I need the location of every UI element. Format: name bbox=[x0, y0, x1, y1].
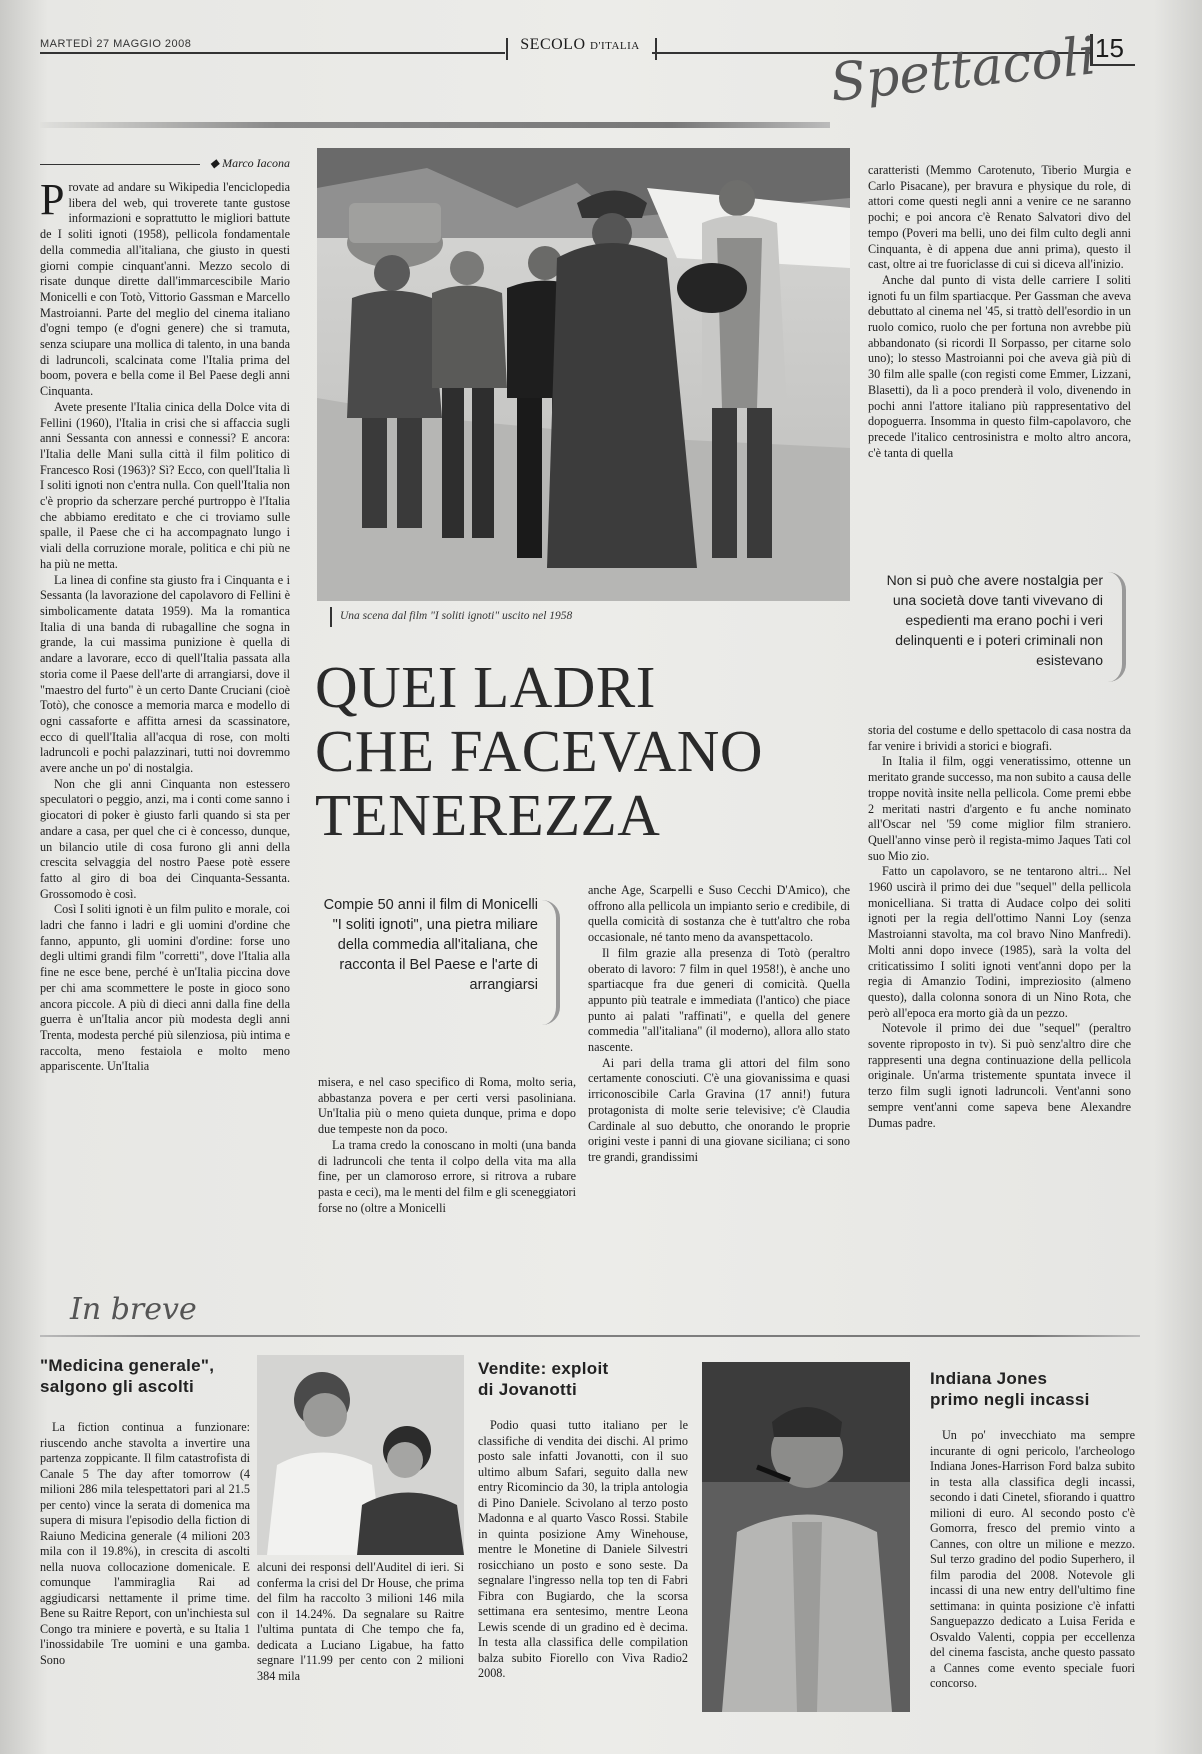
article-paragraph: La linea di confine sta giusto fra i Cinquanta e i Sessanta (la lavorazione del capolavoro di Fellini è simbolicamente datata 1959). Ma la romantica Italia di una banda di rubagalline che sogna in grande, la cui massima punizione è quella di andare a lavorare, ecco di quell'Italia passata alla storia come il Paese dell'arte di arrangiarsi, dove il "maestro del furto" è un certo Dante Cruciani (cioè Totò), che conosce a memoria marca e modello di ogni cassaforte e affitta arnesi da scassinatore, ecco di quell'Italia all'acqua di rose, con molti ladruncoli e pochi palazzinari, tutti noi dovremmo avere anche un po' di nostalgia. bbox=[40, 572, 290, 776]
article-paragraph: caratteristi (Memmo Carotenuto, Tiberio Murgia e Carlo Pisacane), per bravura e physique du role, di attori come questi negli anni a venire ce ne saranno pochi; e poi ancora c'è Renato Salvatori divo del tempo (Poveri ma belli, uno dei film culto degli anni Cinquanta, è di appena due anni prima), questo il cast, oltre ai tre fuoriclasse di cui si diceva all'inizio. bbox=[868, 163, 1131, 272]
brief-1-text-a bbox=[40, 1420, 250, 1720]
section-title: Spettacoli bbox=[827, 26, 1099, 114]
page-number: 15 bbox=[1095, 33, 1124, 63]
article-paragraph-text: rovate ad andare su Wikipedia l'enciclopedia libera del web, qui troverete tante gustose informazioni e soprattutto le migliori battute de I soliti ignoti (1958), pellicola fondamentale della commedia all'italiana, che giusto in questi giorni compie cinquant'anni. Mezzo secolo di risate dunque dirette dall'immarcescibile Mario Monicelli e con Totò, Vittorio Gassman e Marcello Mastroianni. Parte del meglio del cinema italiano d'ogni tempo (e d'ogni genere) che si tramuta, senza sciupare una mollica di talento, in una banda di ladruncoli, scalcinata come l'Italia prima del boom, povera e bella come il Bel Paese degli anni Cinquanta. bbox=[40, 180, 290, 399]
header-divider-right bbox=[655, 38, 657, 60]
briefs-rule bbox=[40, 1335, 1140, 1337]
pull-quote-right: Non si può che avere nostalgia per una società dove tanti vivevano di espedienti ma erano pochi i veri delinquenti e i poteri criminali non esistevano bbox=[886, 572, 1103, 668]
article-column-4-bottom bbox=[868, 723, 1131, 1263]
article-paragraph: Avete presente l'Italia cinica della Dolce vita di Fellini (1960), l'Italia in crisi che si affaccia sugli anni Sessanta con annessi e connessi? E ancora: l'Italia delle Mani sulla città il film politico di Francesco Rosi (1963)? Sì? Ecco, con quell'Italia lì I soliti ignoti non c'entra nulla. Con quell'Italia non c'è proprio da scherzare perché purtroppo è l'Italia che abbiamo ereditato e che ci troviamo sulle spalle, il Paese che ci ha accompagnato lungo i viali della corruzione morale, politica e chi più ne ha più ne metta. bbox=[40, 399, 290, 571]
actors-photo bbox=[257, 1355, 464, 1555]
article-column-1 bbox=[40, 180, 290, 1260]
film-scene-photo bbox=[317, 148, 850, 601]
issue-date: MARTEDÌ 27 MAGGIO 2008 bbox=[40, 38, 192, 50]
headline-line: CHE FACEVANO bbox=[315, 718, 764, 784]
pull-quote-bracket bbox=[1108, 572, 1126, 682]
jovanotti-photo bbox=[702, 1362, 910, 1712]
main-photo bbox=[317, 148, 850, 601]
header-rule-left bbox=[40, 52, 505, 54]
photo-caption: Una scena dal film "I soliti ignoti" uscito nel 1958 bbox=[340, 610, 573, 622]
paper-name bbox=[505, 36, 655, 54]
caption-rule bbox=[330, 607, 332, 627]
brief-title-line: Vendite: exploit bbox=[478, 1359, 609, 1378]
article-paragraph: misera, e nel caso specifico di Roma, molto seria, abbastanza povera e per certi versi pasoliniana. Un'Italia più o meno quieta dunque, prima e dopo due tempeste non da poco. bbox=[318, 1075, 576, 1137]
paper-name-main: SECOLO bbox=[520, 36, 586, 53]
brief-paragraph: Un po' invecchiato ma sempre incurante di ogni pericolo, l'archeologo Indiana Jones-Harrison Ford balza subito in testa alla classifica degli incassi, secondo i dati Cinetel, sfiorando i quattro milioni di euro. Al secondo posto c'è Gomorra, fresco del premio vinto a Cannes, con oltre un milione e mezzo. Sul terzo gradino del podio Superhero, il film parodia del 2008. Notevole gli incassi di una new entry dell'ultimo fine settimana: in quinta posizione c'è infatti Sanguepazzo dedicato a Luisa Ferida e Osvaldo Valenti, coppia per eccellenza del cinema fascista, anche questo passato a Cannes come evento speciale fuori concorso. bbox=[930, 1428, 1135, 1690]
article-column-4-top bbox=[868, 163, 1131, 561]
brief-title-line: "Medicina generale", bbox=[40, 1356, 215, 1375]
brief-3-text bbox=[930, 1428, 1135, 1718]
headline bbox=[315, 655, 875, 847]
article-paragraph: storia del costume e dello spettacolo di casa nostra da far venire i brividi a storici e biografi. bbox=[868, 723, 1131, 753]
article-paragraph: La trama credo la conoscano in molti (una banda di ladruncoli che tenta il colpo della vita ma alla fine, per un clamoroso errore, si ritrova a rubare pasta e ceci), ma le menti del film e gli sceneggiatori forse no (oltre a Monicelli bbox=[318, 1137, 576, 1215]
article-paragraph bbox=[40, 180, 290, 400]
article-paragraph: Notevole il primo dei due "sequel" (peraltro sovente riproposto in tv). Si può senz'altro dire che rappresenti una degna continuazione della pellicola originale. Un'arma tristemente spuntata invece il terzo film sugli ignoti ladruncoli. Vent'anni sono sempre vent'anni come sapeva bene Alexandre Dumas padre. bbox=[868, 1021, 1131, 1130]
article-column-2 bbox=[318, 1075, 576, 1265]
section-rule bbox=[40, 122, 830, 128]
brief-title-line: Indiana Jones bbox=[930, 1369, 1048, 1388]
article-paragraph: anche Age, Scarpelli e Suso Cecchi D'Amico), che offrono alla pellicola un impianto serio e credibile, di quella comicità di sostanza che è tutt'altro che roba occasionale, né tanto meno da avanspettacolo. bbox=[588, 883, 850, 945]
article-paragraph: Ai pari della trama gli attori del film sono certamente conosciuti. C'è una giovanissima e quasi irriconoscibile Carla Gravina (17 anni!) futura protagonista di molte serie televisive; c'è Claudia Cardinale al suo debutto, che onorando le proprie origini veste i panni di una giovane siciliana; ci sono tre grandi, grandissimi bbox=[588, 1055, 850, 1164]
article-paragraph: In Italia il film, oggi veneratissimo, ottenne un meritato grande successo, ma non subito a causa delle troppe novità insite nella pellicola. Come premi ebbe 2 meritati nastri d'argento e fu anche nominato all'Oscar nel '59 come miglior film straniero. Quell'anno vinse però il regista-mimo Jaques Tati col suo Mio zio. bbox=[868, 754, 1131, 863]
pull-quote-center-bracket bbox=[542, 900, 560, 1025]
brief-2-title bbox=[478, 1358, 688, 1400]
brief-paragraph: alcuni dei responsi dell'Auditel di ieri. Si conferma la crisi del Dr House, che prima del film ha raccolto 3 milioni 146 mila con il 14.24%. Da segnalare su Raitre l'ultima puntata di Che tempo che fa, dedicata a Luciano Ligabue, ha fatto segnare l'11.99 per cento con 2 milioni 384 mila bbox=[257, 1560, 464, 1683]
brief-paragraph: Podio quasi tutto italiano per le classifiche di vendita dei dischi. Al primo posto sale infatti Jovanotti, con il suo ultimo album Safari, seguito dalla new entry Ricomincio da 30, la tripla antologia di Pino Daniele. Scivolano al terzo posto Madonna e al quarto Vasco Rossi. Stabile in quinta posizione Amy Winehouse, mentre le Monetine di Daniele Silvestri rosicchiano un posto e sono seste. Da segnalare l'ingresso nella top ten di Fabri Fibra con Bugiardo, che la scorsa settimana era sentesimo, mentre Leona Lewis scende di un gradino ed è decima. In testa alla classifica delle compilation balza subito Fiorello con Viva Radio2 2008. bbox=[478, 1418, 688, 1680]
medicina-generale-photo bbox=[257, 1355, 464, 1555]
brief-paragraph: La fiction continua a funzionare: riuscendo anche stavolta a invertire una partenza zoppicante. Il film catastrofista di Canale 5 The day after tomorrow (4 milioni 286 mila telespettatori pari al 21.5 per cento) vince la serata di domenica ma supera di misura l'episodio della fiction di Raiuno Medicina generale (4 milioni 203 mila con il 19.8%), in crescita di ascolti nella nuova collocazione domenicale. E comunque l'ammiraglia Rai ad aggiudicarsi nettamente il prime time. Bene su Raitre Report, con un'inchiesta sul Congo tra miniere e povertà, e su Italia 1 l'inossidabile Tre uomini e una gamba. Sono bbox=[40, 1420, 250, 1667]
byline: ◆ Marco Iacona bbox=[209, 156, 290, 170]
article-column-3 bbox=[588, 883, 850, 1263]
article-paragraph: Fatto un capolavoro, se ne tentarono altri... Nel 1960 uscirà il primo dei due "sequel" della pellicola monicelliana. Si tratta di Audace colpo dei soliti ignoti per la regia dell'ottimo Nanni Loy (senza Mastroianni stavolta, ma col bravo Nino Manfredi). Molti anni dopo invece (1985), sarà la volta del criticatissimo I soliti ignoti vent'anni dopo per la regia di Amanzio Todini, impreziosito (almeno questo), dalla colonna sonora di un Nino Rota, che però all'epoca era morto già da un pezzo. bbox=[868, 864, 1131, 1020]
briefs-section-label: In breve bbox=[70, 1292, 197, 1327]
brief-3-title bbox=[930, 1368, 1135, 1410]
pull-quote-center: Compie 50 anni il film di Monicelli "I soliti ignoti", una pietra miliare della commedia all'italiana, che racconta il Bel Paese e l'arte di arrangiarsi bbox=[323, 897, 538, 993]
paper-name-sub: D'ITALIA bbox=[590, 40, 640, 52]
article-paragraph: Il film grazie alla presenza di Totò (peraltro oberato di lavoro: 7 film in quel 1958!), è anche uno spartiacque fra due generi di comicità. Quella appunto più teatrale e immediata (l'antico) che piace punto ai palati "raffinati", e quella del genere commedia "all'italiana" (il moderno), allora allo stato nascente. bbox=[588, 945, 850, 1055]
brief-1-title bbox=[40, 1355, 250, 1397]
headline-line: TENEREZZA bbox=[315, 782, 661, 848]
brief-title-line: salgono gli ascolti bbox=[40, 1377, 195, 1396]
brief-1-text-b bbox=[257, 1560, 464, 1720]
singer-photo bbox=[702, 1362, 910, 1712]
brief-2-text bbox=[478, 1418, 688, 1723]
article-paragraph: Così I soliti ignoti è un film pulito e morale, coi ladri che fanno i ladri e gli uomini d'ordine che fanno, appunto, gli uomini d'ordine: forse uno degli ultimi grandi film "corretti", dove l'Italia alla fine ne esce bene, perché è un'Italia piccina dove per chi ama scommettere le poste in gioco sono ancora piccole. A più di dieci anni dalla fine della guerra è un'Italia ancor più modesta degli anni Trenta, modesta perché più silenziosa, più intima e raccolta, meno festaiola e molto meno appariscente. Un'Italia bbox=[40, 902, 290, 1074]
article-paragraph: Non che gli anni Cinquanta non estessero speculatori o peggio, anzi, ma i conti come sanno i giocatori di poker è giusto farli quando si sta per andare a casa, per quel che ci è concesso, dunque, un bilancio utile di cosa furono gli anni della crescita selvaggia del nostro Paese potè essere fatto al giro di boa dei Cinquanta-Sessanta. Grossomodo è così. bbox=[40, 776, 290, 901]
author-name: Marco Iacona bbox=[222, 156, 290, 170]
headline-line: QUEI LADRI bbox=[315, 654, 656, 720]
drop-cap: P bbox=[40, 180, 65, 224]
article-paragraph: Anche dal punto di vista delle carriere I soliti ignoti fu un film spartiacque. Per Gassman che aveva debuttato al cinema nel '45, si trattò dell'esordio in un ruolo comico, ruolo che per fortuna non avrebbe più abbandonato (si ricordi Il Sorpasso, per citarne solo uno); lo stesso Mastroianni poi che aveva già più di 30 film alle spalle (con registi come Emmer, Lizzani, Blasetti), da lì a poco prenderà il volo, divenendo in pochi anni l'attore italiano più rappresentativo del dopoguerra. Insomma in questo film-capolavoro, che precede l'italico centrosinistra e molto altro ancora, c'è tanta di quella bbox=[868, 272, 1131, 460]
brief-title-line: primo negli incassi bbox=[930, 1390, 1090, 1409]
brief-title-line: di Jovanotti bbox=[478, 1380, 577, 1399]
